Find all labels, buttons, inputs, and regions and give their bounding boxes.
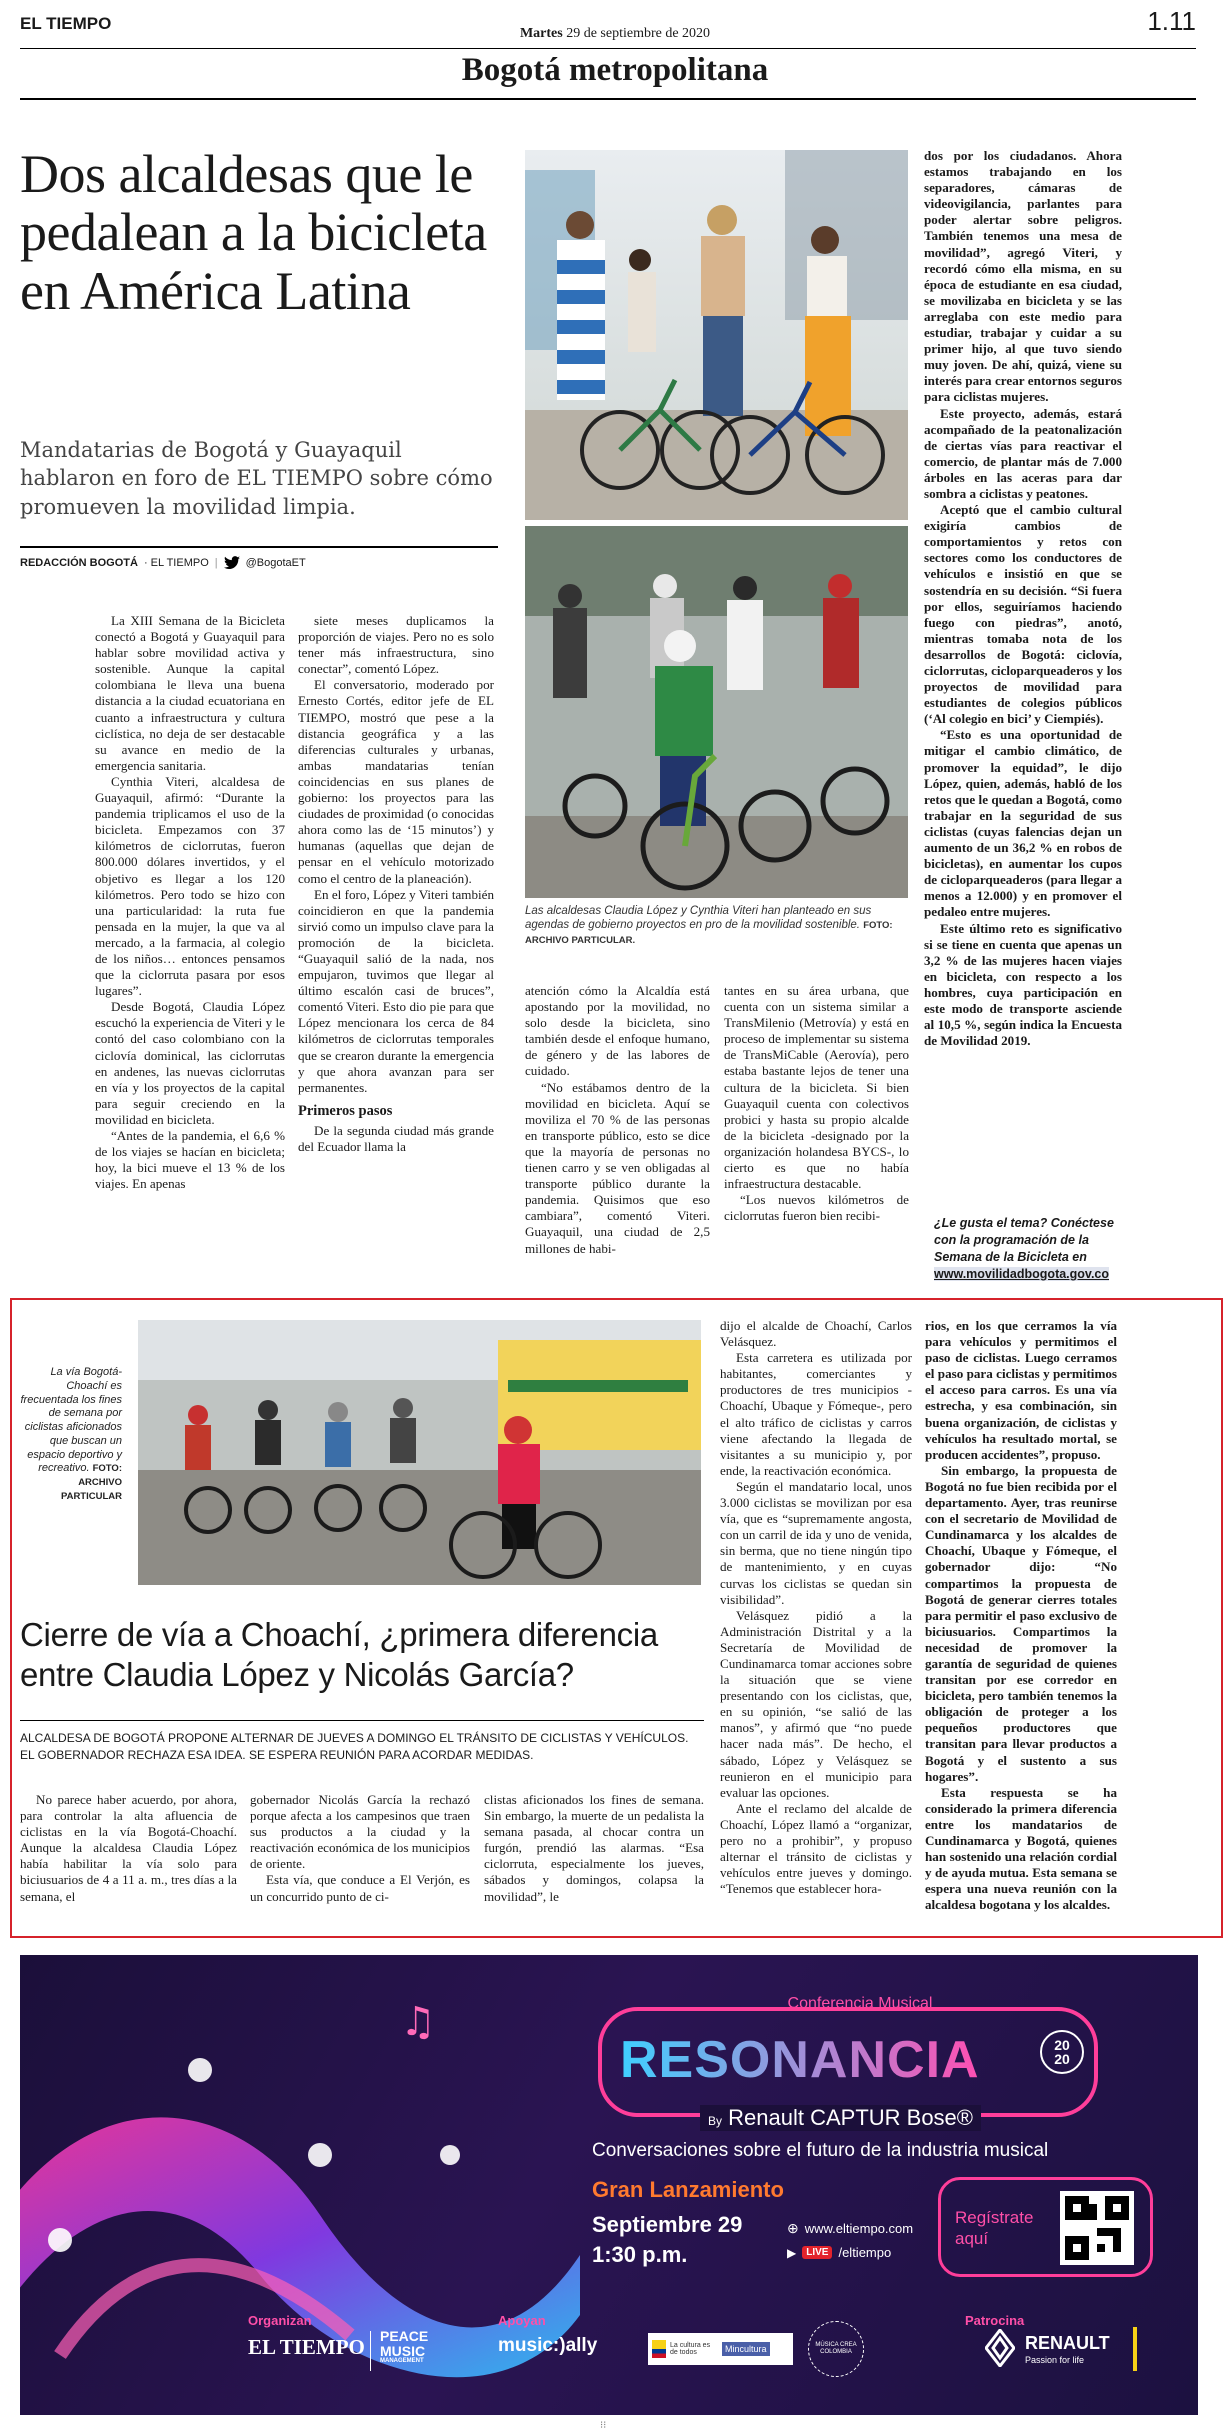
header-date-rest: 29 de septiembre de 2020 [566,26,711,41]
ad-tagline: Conversaciones sobre el futuro de la industria musical [592,2140,1049,2161]
paragraph: La XIII Semana de la Bicicleta conectó a Bogotá y Guayaquil para hablar sobre movilidad activa y sostenible. Aunque la capital colombiana le lleva una buena distancia a la ciudad ecuatoriana en cuanto a infraestructura y cultura ciclística, no deja de ser destacable su avance en medio de la emergencia sanitaria. [95,613,285,773]
photo3-caption-text: La vía Bogotá-Choachí es frecuentada los fines de semana por ciclistas aficionados que buscan un espacio deportivo y recreativo. [20,1366,122,1475]
renault-accent-bar [1133,2327,1137,2371]
paragraph: dijo el alcalde de Choachí, Carlos Velásquez. [720,1318,912,1350]
live-badge: LIVE [802,2246,832,2259]
article1-column-3 [525,983,710,1293]
photo-credit: FOTO: ARCHIVO PARTICULAR. [525,920,893,946]
supporter-mincultura-logo [648,2333,793,2365]
photo-caption-text: Las alcaldesas Claudia López y Cynthia Viteri han planteado en sus agendas de gobierno proyectos en pro de la movilidad sostenible. [525,905,872,932]
management-line: MANAGEMENT [380,2358,424,2365]
paragraph: Cynthia Viteri, alcaldesa de Guayaquil, afirmó: “Durante la pandemia triplicamos el uso de la bicicleta. Empezamos con 37 kilómetros de ciclorrutas, fueron 800.000 dólares invertidos, y el objetivo es llegar a los 120 kilómetros. Pero todo se hizo con una particularidad: la ruta fue pensada en la mujer, la que va al mercado, a la farmacia, al colegio de los niños… entonces pensamos que la ciclorruta pasara por esos lugares”. [95,773,285,999]
page-number: 1.11 [1147,6,1196,36]
colombia-shield-icon [652,2340,666,2358]
photo-caption [525,904,908,947]
page-foot-mark: ⁝⁝ [600,2420,607,2431]
ad-sponsor-name: Renault CAPTUR Bose® [728,2105,973,2130]
paragraph: “No estábamos dentro de la movilidad en bicicleta. Aquí se moviliza el 70 % de las personas en transporte público, esto se dice que la mayoría de personas no tienen carro y se ven obligadas al transporte público durante la pandemia. Quisimos que eso cambiara”, comentó Viteri. Guayaquil, una ciudad de 2,5 millones de habi- [525,1079,710,1256]
paragraph: Velásquez pidió a la Administración Distrital y a la Secretaría de Movilidad de Cundinamarca tomar acciones sobre la situación que se viene presentando con los ciclistas, que, en su opinión, “se salió de las manos”, y afirmó que “no puede hacer nada más”. De hecho, el sábado, López y Velásquez se reunieron en el municipio para evaluar las opciones. [720,1607,912,1800]
peace-line: PEACE [380,2328,429,2344]
section-rule [20,98,1196,100]
ad-year-bottom: 20 [1054,2051,1070,2067]
paragraph: De la segunda ciudad más grande del Ecuador llama la [298,1122,494,1154]
paragraph: siete meses duplicamos la proporción de viajes. Pero no es solo tener más infraestructura, sino conectar”, comentó López. [298,613,494,677]
ad-apoyan-label: Apoyan [498,2313,546,2328]
article1-column-4 [724,983,909,1293]
header-rule [20,48,1196,49]
photo-cyclists-group [525,526,908,898]
paragraph: clistas aficionados los fines de semana. Sin embargo, la muerte de un pedalista la semana pasada, al chocar contra un furgón, prendió las alarmas. “Esa ciclorruta, especialmente los jueves, sábados y domingos, colapsa la movilidad”, le [484,1792,704,1904]
globe-icon: ⊕ [787,2220,799,2236]
article2-column-5 [925,1318,1117,1933]
paragraph: Esta vía, que conduce a El Verjón, es un concurrido punto de ci- [250,1872,470,1904]
ad-live-handle: /eltiempo [838,2245,892,2260]
sponsor-renault-tagline: Passion for life [1025,2355,1085,2365]
paragraph: dos por los ciudadanos. Ahora estamos trabajando en los separadores, cámaras de videovigilancia, parlantes para poder alertar sobre peligros. También tenemos una mesa de movilidad”, agregó Viteri, y recordó cómo ella misma, en su época de estudiante en esa ciudad, se movilizaba en bicicleta y se las arreglaba con este medio para estudiar, trabajar y cuidar a su primer hijo, al que tuvo siendo muy joven. De ahí, quizá, viene su interés para crear entornos seguros para ciclistas mujeres. [924,148,1122,405]
article1-column-1 [95,613,285,1303]
paragraph: “Los nuevos kilómetros de ciclorrutas fueron bien recibi- [724,1192,909,1224]
ad-live-link[interactable] [787,2245,891,2260]
header-date [0,26,1230,42]
byline-rule [20,546,498,548]
organizer-peace-music-logo [380,2329,428,2365]
ad-banner[interactable] [20,1955,1198,2415]
svg-text:♫: ♫ [400,1999,436,2045]
byline: REDACCIÓN BOGOTÁ · EL TIEMPO | @BogotaET [20,557,306,569]
logo-divider [370,2331,371,2371]
supporter-musica-crea-logo: MÚSICA CREA COLOMBIA [808,2321,864,2377]
ad-year-top: 20 [1054,2037,1070,2053]
ad-organizan-label: Organizan [248,2313,312,2328]
article2-summary: ALCALDESA DE BOGOTÁ PROPONE ALTERNAR DE JUEVES A DOMINGO EL TRÁNSITO DE CICLISTAS Y VEHÍCULOS. EL GOBERNADOR RECHAZA ESA IDEA. SE ESPERA REUNIÓN PARA ACORDAR MEDIDAS. [20,1731,689,1762]
article1-deck: Mandatarias de Bogotá y Guayaquil hablaron en foro de EL TIEMPO sobre cómo promueven la movilidad limpia. [20,438,493,519]
summary-rule [20,1720,704,1721]
masthead-brand: EL TIEMPO [20,14,112,33]
byline-desk: REDACCIÓN BOGOTÁ [20,557,138,569]
paragraph: “Antes de la pandemia, el 6,6 % de los viajes se hacían en bicicleta; hoy, la bici mueve el 13 % de los viajes. En apenas [95,1128,285,1192]
paragraph: Según el mandatario local, unos 3.000 ciclistas se movilizan por esa vía, que es “supremamente angosta, con un carril de ida y uno de venida, sin berma, que no tiene ningún tipo de mantenimiento, y en cuyas curvas los ciclistas se quedan sin visibilidad”. [720,1478,912,1607]
photo3-caption [20,1366,122,1504]
paragraph: Este último reto es significativo si se tiene en cuenta que apenas un 3,2 % de las mujeres hacen viajes en bicicleta, con respecto a los hombres, cuya participación en este modo de transporte asciende al 10,5 %, según indica la Encuesta de Movilidad 2019. [924,920,1122,1049]
article2-column-1 [20,1792,237,1932]
paragraph: El conversatorio, moderado por Ernesto Cortés, editor jefe de EL TIEMPO, mostró que pese a la distancia geográfica y a las diferencias culturales y urbanas, ambas mandatarias tenían coincidencias en sus planes de gobierno: los proyectos para las ciudades de proximidad (o conocidas ahora como las de ‘15 minutos’) y humanas (aquellas que dejan de pensar en el vehículo motorizado como el centro de la planeación). [298,677,494,886]
supporter-mincultura-text: Mincultura [722,2342,770,2356]
paragraph: Sin embargo, la propuesta de Bogotá no fue bien recibida por el departamento. Ayer, tras reunirse con el secretario de Movilidad de Cundinamarca y los alcaldes de Choachí, Ubaque y Fómeque, el gobernador dijo: “No compartimos la propuesta de Bogotá de generar cierres totales para permitir el paso exclusivo de biciusuarios. Compartimos la necesidad de promover la garantía de seguridad de quienes transitan por ese corredor en bicicleta, pero también tenemos la obligación de proteger a los pequeños productores que transitan para llevar productos a Bogotá y el sustento a sus hogares”. [925,1462,1117,1784]
sponsor-renault-logo: RENAULT [1025,2333,1110,2353]
article1-column-2 [298,613,494,1303]
organizer-eltiempo-logo: EL TIEMPO [248,2335,365,2359]
article2-column-3 [484,1792,704,1932]
paragraph: Esta carretera es utilizada por habitantes, comerciantes y productores de tres municipios -Choachí, Ubaque y Fómeque-, pero el alto tráfico de ciclistas y carros viene afectando la llegada de visitantes a su municipio y, por ende, la reactivación económica. [720,1350,912,1478]
ad-register-button[interactable]: Regístrate aquí [955,2208,1034,2249]
section-title: Bogotá metropolitana [461,52,769,88]
paragraph: “Esto es una oportunidad de mitigar el cambio climático, de promover la equidad”, le dijo López, quien, además, habló de los retos que le quedan a Bogotá, como trabajar en la seguridad de sus ciclistas (cuyas falencias dejan un aumento de un 36,2 % en robos de bicicletas), en aumentar los cupos de cicloparqueaderos (para llegar a menos a 12.000) y en promover el pedaleo entre mujeres. [924,727,1122,920]
photo3-credit: FOTO: ARCHIVO PARTICULAR [60,1463,122,1502]
article1-column-5 [924,148,1122,1210]
renault-diamond-icon [985,2329,1015,2367]
paragraph: Esta respuesta se ha considerado la primera diferencia entre los mandatarios de Cundinamarca y Bogotá, quienes han sostenido una relación cordial y de ayuda mutua. Esta semana se espera una nueva reunión con la alcaldesa bogotana y los alcaldes. [925,1784,1117,1913]
ad-year-badge [1040,2030,1084,2074]
article2-headline: Cierre de vía a Choachí, ¿primera diferencia entre Claudia López y Nicolás García? [20,1616,658,1693]
paragraph: gobernador Nicolás García la rechazó porque afecta a los campesinos que traen sus productos a la ciudad y la reactivación económica de los municipios de oriente. [250,1792,470,1872]
photo-choachi-road [138,1320,701,1585]
byline-outlet: · EL TIEMPO [143,557,209,569]
paragraph: No parece haber acuerdo, por ahora, para controlar la alta afluencia de ciclistas en la vía Bogotá-Choachí. Aunque la alcaldesa Claudia López había habilitar la vía solo para biciusuarios de 4 a 11 a. m., tres días a la semana, el [20,1792,237,1904]
article1-headline: Dos alcaldesas que le pedalean a la bicicleta en América Latina [20,144,487,321]
cta-text: ¿Le gusta el tema? Conéctese con la programación de la Semana de la Bicicleta en [934,1216,1114,1264]
article2-column-4 [720,1318,912,1933]
supporter-musically-logo: music:)ally [498,2335,598,2356]
paragraph: rios, en los que cerramos la vía para vehículos y permitimos el paso de ciclistas. Luego cerramos el paso para ciclistas y permitimos el acceso para carros. Es una vía estrecha, y esa combinación, sin buena organización, de ciclistas y vehículos ha resultado mortal, se producen accidentes”, propuso. [925,1318,1117,1462]
paragraph: Desde Bogotá, Claudia López escuchó la experiencia de Viteri y le contó del caso colombiano con la ciclovía dominical, las ciclorrutas en andenes, las nuevas ciclorrutas en vía y los proyectos de la capital para seguir creciendo en la movilidad en bicicleta. [95,999,285,1127]
paragraph: En el foro, López y Viteri también coincidieron en que la pandemia sirvió como un impulso clave para la promoción de la bicicleta. “Guayaquil salió de la nada, nos empujaron, tuvimos que llegar al último escalón casi de bruces”, comentó Viteri. Esto dio pie para que López mencionara los cerca de 84 kilómetros de ciclorrutas temporales que se crearon durante la emergencia y que ahora avanzan para ser permanentes. [298,886,494,1095]
header-date-day: Martes [519,26,563,41]
ad-sponsor [700,2105,981,2131]
ad-patrocina-label: Patrocina [965,2313,1025,2328]
twitter-icon [224,556,240,570]
ad-time: 1:30 p.m. [592,2242,688,2267]
photo-mayors-cycling [525,150,908,520]
twitter-handle[interactable]: @BogotaET [245,557,306,569]
ad-web-link[interactable] [787,2220,913,2237]
subhead: Primeros pasos [298,1102,393,1119]
paragraph: Ante el reclamo del alcalde de Choachí, López llamó a “organizar, pero no a prohibir”, y propuso alternar el tránsito de ciclistas y vehículos entre jueves y domingo. “Tenemos que establecer hora- [720,1800,912,1897]
ad-sponsor-by: By [708,2114,723,2128]
supporter-cultura-text: La cultura es de todos [670,2342,711,2356]
paragraph: Aceptó que el cambio cultural exigiría cambios de comportamientos y retos con sectores como los conductores de vehículos e insistió en que se sostendría en su decisión. “Si fuera por ellos, seguiríamos haciendo fuego con piedras”, anotó, mientras tomaba nota de los desarrollos de Bogotá: ciclovía, ciclorrutas, cicloparqueaderos y los proyectos de movilidad para estudiantes de colegios públicos (‘Al colegio en bici’ y Ciempiés). [924,502,1122,727]
cta-link[interactable]: www.movilidadbogota.gov.co [934,1266,1110,1281]
ad-title: RESONANCIA [620,2031,980,2089]
ad-event-label: Conferencia Musical [787,1995,933,2012]
music-line: MUSIC [380,2342,426,2359]
ad-web-url: www.eltiempo.com [804,2221,914,2236]
qr-code-icon[interactable] [1060,2191,1134,2265]
article2-column-2 [250,1792,470,1932]
ad-date: Septiembre 29 [592,2212,743,2237]
cta-box [934,1215,1124,1283]
paragraph: Este proyecto, además, estará acompañado de la peatonalización de ciertas vías para reactivar el comercio, de plantar más de 7.000 árboles en las aceras para dar sombra a ciclistas y peatones. [924,405,1122,501]
ad-launch: Gran Lanzamiento [592,2177,784,2202]
play-icon: ▶ [787,2245,797,2260]
paragraph: tantes en su área urbana, que cuenta con un sistema similar a TransMilenio (Metrovía) y está en proceso de implementar su sistema de TransMiCable (Aerovía), pero estaba bastante lejos de tener una cultura de la bicicleta. Si bien Guayaquil cuenta con colectivos probici y hasta su propio alcalde de la bicicleta -designado por la organización holandesa BYCS-, lo cierto es que no había infraestructura destacable. [724,983,909,1192]
paragraph: atención cómo la Alcaldía está apostando por la movilidad, no solo desde la bicicleta, sino también desde el enfoque humano, de género y de las labores de cuidado. [525,983,710,1079]
